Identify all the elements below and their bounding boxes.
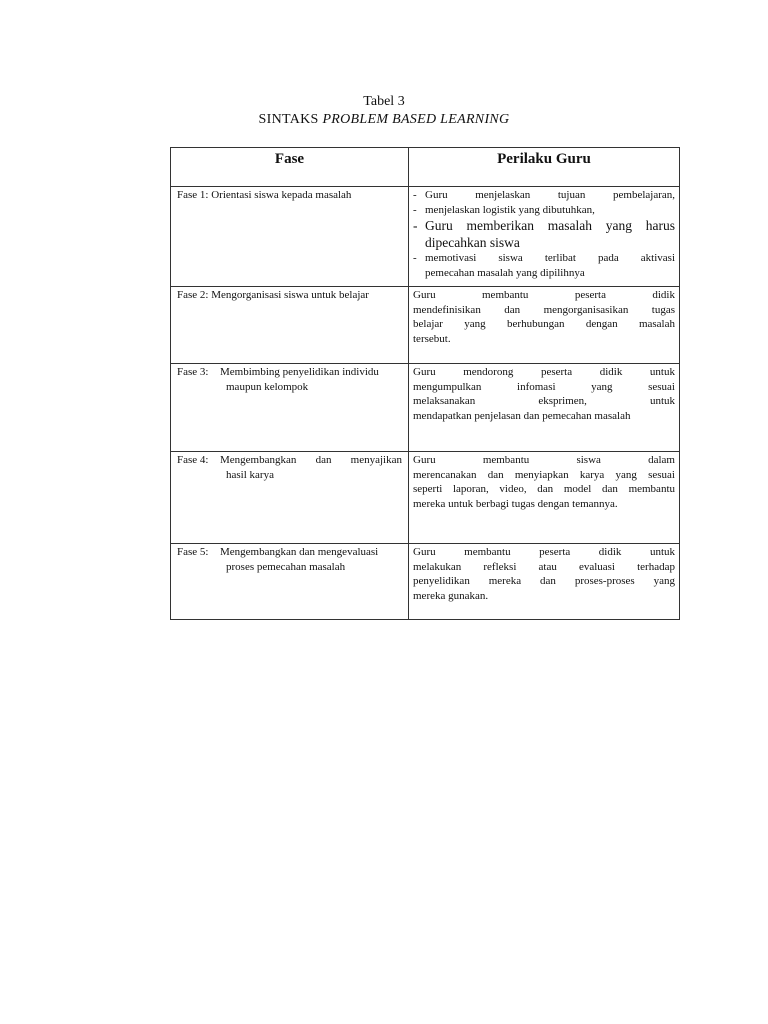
guru-text-line: Guru membantu peserta didik [413, 289, 675, 301]
fase-description-continuation: proses pemecahan masalah [226, 560, 346, 573]
fase-number: Fase 3: [177, 366, 209, 378]
fase-description: Membimbing penyelidikan individu [220, 366, 379, 378]
fase-description-continuation: hasil karya [226, 468, 274, 481]
fase-number: Fase 4: [177, 454, 209, 466]
fase-cell [171, 544, 409, 620]
guru-text-line: mengumpulkan infomasi yang sesuai [413, 380, 675, 393]
guru-text-line: merencanakan dan menyiapkan karya yang sesuai [413, 468, 675, 481]
header-fase: Fase [171, 148, 409, 187]
guru-text-line: Guru mendorong peserta didik untuk [413, 366, 675, 378]
guru-text-line: seperti laporan, video, dan model dan membantu [413, 483, 675, 495]
guru-cell [409, 364, 680, 452]
guru-text-line: mendapatkan penjelasan dan pemecahan masalah [413, 409, 631, 422]
guru-cell [409, 287, 680, 364]
list-item: - Guru menjelaskan tujuan pembelajaran, [413, 189, 675, 201]
table-header-row [171, 148, 680, 187]
table-row [171, 452, 680, 544]
fase-cell [171, 287, 409, 364]
table-row [171, 187, 680, 287]
header-perilaku-guru: Perilaku Guru [409, 148, 680, 187]
guru-text-line: Guru membantu peserta didik untuk [413, 546, 675, 558]
guru-cell [409, 544, 680, 620]
guru-text-line: mendefinisikan dan mengorganisasikan tugas [413, 303, 675, 316]
guru-text-line: belajar yang berhubungan dengan masalah [413, 318, 675, 330]
fase-number: Fase 5: [177, 546, 209, 558]
guru-text-line: mereka untuk berbagi tugas dengan temannya. [413, 497, 618, 510]
guru-text-line: penyelidikan mereka dan proses-proses yang [413, 575, 675, 587]
fase-description: Mengembangkan dan mengevaluasi [220, 546, 379, 558]
list-item-continuation: pemecahan masalah yang dipilihnya [425, 266, 585, 279]
table-row [171, 287, 680, 364]
list-item: - Guru memberikan masalah yang harus [413, 218, 675, 233]
list-item: - menjelaskan logistik yang dibutuhkan, [413, 203, 595, 216]
table-row [171, 544, 680, 620]
guru-cell [409, 452, 680, 544]
table-title: Tabel 3 [363, 94, 405, 109]
guru-text-line: tersebut. [413, 332, 451, 345]
fase-number: Fase 1: [177, 189, 209, 201]
syntax-table [170, 147, 680, 620]
guru-text-line: Guru membantu siswa dalam [413, 454, 675, 466]
table-row [171, 364, 680, 452]
list-item: - memotivasi siswa terlibat pada aktivasi [413, 252, 675, 264]
guru-cell [409, 187, 680, 287]
table-subtitle [0, 112, 768, 128]
list-item-continuation: dipecahkan siswa [425, 235, 520, 250]
guru-text-line: mereka gunakan. [413, 589, 489, 602]
fase-cell [171, 364, 409, 452]
guru-text-line: melakukan refleksi atau evaluasi terhadap [413, 560, 675, 573]
fase-number: Fase 2: [177, 289, 209, 301]
fase-description-continuation: maupun kelompok [226, 380, 309, 393]
guru-text-line: melaksanakan eksprimen, untuk [413, 395, 675, 407]
fase-description: Mengembangkan dan menyajikan [220, 454, 402, 466]
subtitle-plain: SINTAKS [258, 112, 323, 127]
subtitle-italic: PROBLEM BASED LEARNING [322, 112, 510, 127]
fase-cell [171, 452, 409, 544]
fase-description: Mengorganisasi siswa untuk belajar [211, 289, 369, 301]
fase-description: Orientasi siswa kepada masalah [211, 189, 352, 201]
fase-cell [171, 187, 409, 287]
